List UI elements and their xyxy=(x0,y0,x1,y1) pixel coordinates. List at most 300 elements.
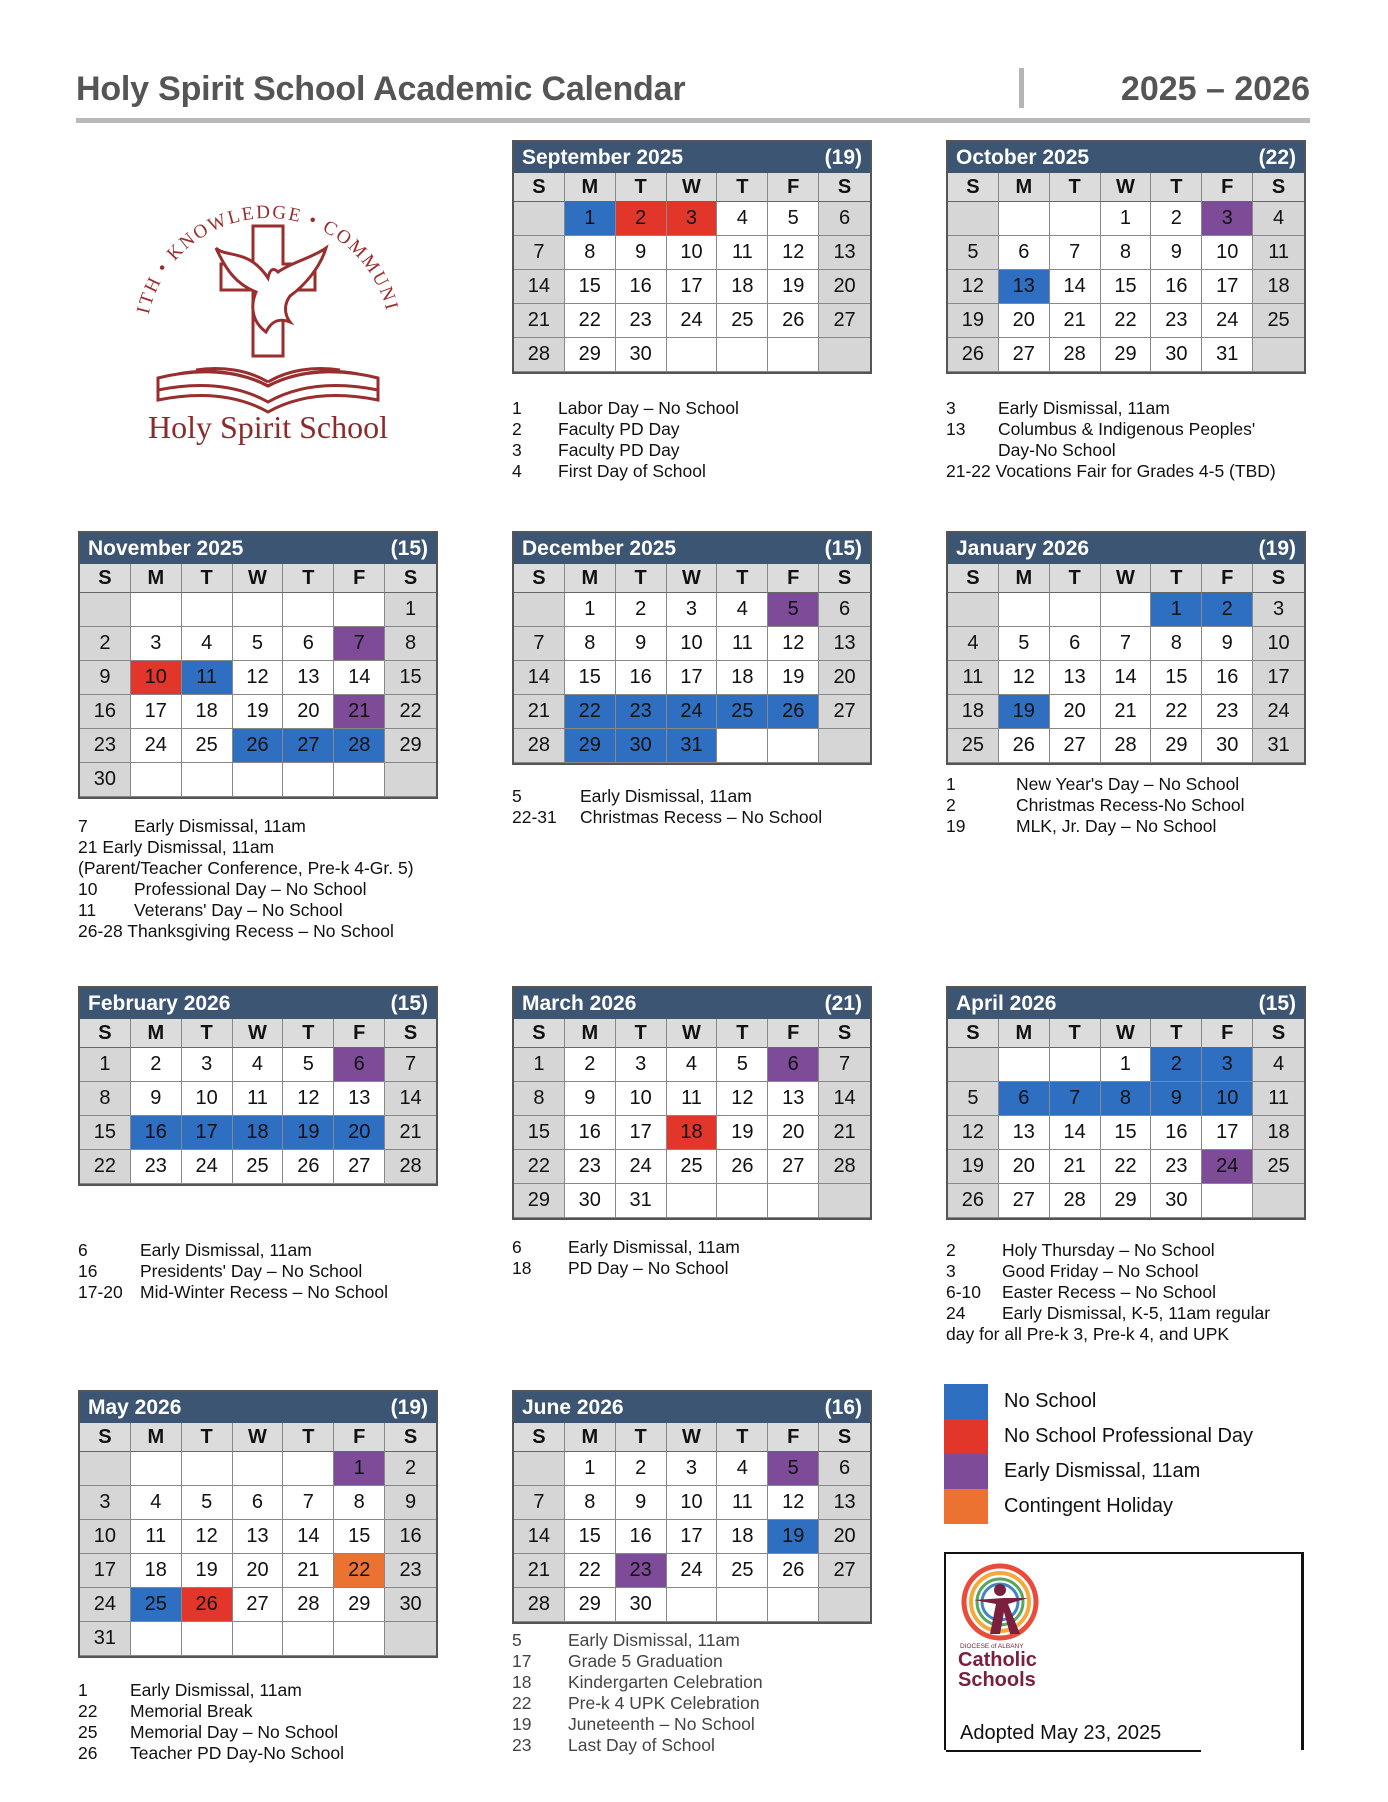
weekday-header: T xyxy=(1151,564,1202,593)
day-cell: 24 xyxy=(1202,1150,1253,1184)
note-row xyxy=(946,795,1245,816)
day-cell: 25 xyxy=(1253,304,1304,338)
legend xyxy=(944,1384,1253,1524)
day-cell xyxy=(948,1048,999,1082)
day-cell: 7 xyxy=(1050,236,1101,270)
day-cell: 7 xyxy=(334,627,385,661)
day-cell: 20 xyxy=(999,1150,1050,1184)
day-cell: 14 xyxy=(334,661,385,695)
day-cell: 12 xyxy=(233,661,284,695)
day-cell: 3 xyxy=(1202,202,1253,236)
weekday-header: T xyxy=(182,1019,233,1048)
school-crest-icon xyxy=(118,168,418,448)
day-cell: 1 xyxy=(565,202,616,236)
weekday-header: T xyxy=(1050,1019,1101,1048)
month-calendar xyxy=(946,140,1306,374)
diocese-label: DIOCESE of ALBANY xyxy=(960,1643,1024,1650)
day-cell xyxy=(717,729,768,763)
day-cell: 13 xyxy=(233,1520,284,1554)
note-text: Christmas Recess – No School xyxy=(580,807,823,827)
day-cell: 24 xyxy=(667,1554,718,1588)
day-cell: 5 xyxy=(182,1486,233,1520)
note-date: 2 xyxy=(512,419,522,439)
note-text: Presidents' Day – No School xyxy=(140,1261,363,1281)
day-cell: 2 xyxy=(385,1452,436,1486)
school-day-count: (15) xyxy=(1258,991,1296,1015)
day-cell: 24 xyxy=(1202,304,1253,338)
weekday-header: F xyxy=(1202,173,1253,202)
day-cell: 11 xyxy=(717,627,768,661)
weekday-header: W xyxy=(1101,1019,1152,1048)
day-cell: 26 xyxy=(182,1588,233,1622)
note-row xyxy=(946,1261,1270,1282)
note-row xyxy=(78,879,414,900)
weekday-header: T xyxy=(717,173,768,202)
weekday-header: W xyxy=(667,173,718,202)
note-text: Faculty PD Day xyxy=(558,440,680,460)
month-notes xyxy=(946,1240,1270,1345)
note-row xyxy=(512,786,822,807)
day-cell: 10 xyxy=(1253,627,1304,661)
note-row xyxy=(946,398,1276,419)
day-cell: 22 xyxy=(334,1554,385,1588)
day-cell xyxy=(768,1588,819,1622)
day-cell: 1 xyxy=(334,1452,385,1486)
day-cell: 2 xyxy=(616,202,667,236)
day-cell: 7 xyxy=(283,1486,334,1520)
day-cell: 24 xyxy=(182,1150,233,1184)
month-header xyxy=(948,533,1304,564)
day-cell xyxy=(1253,338,1304,372)
day-cell: 30 xyxy=(616,1588,667,1622)
day-cell: 10 xyxy=(667,236,718,270)
day-cell: 23 xyxy=(565,1150,616,1184)
day-cell: 11 xyxy=(667,1082,718,1116)
note-row xyxy=(512,461,739,482)
day-cell: 15 xyxy=(1151,661,1202,695)
day-cell: 17 xyxy=(1253,661,1304,695)
weekday-header: F xyxy=(768,564,819,593)
note-text: Columbus & Indigenous Peoples' xyxy=(998,419,1256,439)
day-cell: 20 xyxy=(334,1116,385,1150)
day-cell xyxy=(233,1622,284,1656)
note-date: 26-28 Thanksgiving Recess – No School xyxy=(78,921,394,941)
day-cell xyxy=(334,593,385,627)
note-date: 25 xyxy=(78,1722,98,1742)
legend-swatch xyxy=(944,1454,988,1489)
month-grid xyxy=(80,1019,436,1184)
day-cell: 18 xyxy=(717,661,768,695)
month-grid xyxy=(80,564,436,797)
schools-label: Schools xyxy=(958,1669,1036,1690)
weekday-header: T xyxy=(616,564,667,593)
weekday-header: M xyxy=(565,173,616,202)
day-cell: 23 xyxy=(616,304,667,338)
note-date: 23 xyxy=(512,1735,532,1755)
day-cell: 25 xyxy=(1253,1150,1304,1184)
note-row xyxy=(78,816,414,837)
day-cell: 11 xyxy=(948,661,999,695)
month-header xyxy=(514,533,870,564)
day-cell: 26 xyxy=(948,338,999,372)
weekday-header: M xyxy=(999,564,1050,593)
day-cell: 25 xyxy=(717,1554,768,1588)
day-cell: 4 xyxy=(1253,202,1304,236)
month-name: March 2026 xyxy=(522,991,637,1015)
day-cell: 4 xyxy=(717,593,768,627)
day-cell xyxy=(334,763,385,797)
weekday-header: S xyxy=(385,1019,436,1048)
day-cell: 13 xyxy=(999,270,1050,304)
day-cell: 30 xyxy=(616,729,667,763)
day-cell: 26 xyxy=(233,729,284,763)
weekday-header: T xyxy=(283,1423,334,1452)
month-grid xyxy=(514,564,870,763)
day-cell xyxy=(1050,1048,1101,1082)
day-cell: 6 xyxy=(819,593,870,627)
day-cell: 25 xyxy=(948,729,999,763)
day-cell: 1 xyxy=(80,1048,131,1082)
day-cell: 11 xyxy=(717,1486,768,1520)
note-text: Faculty PD Day xyxy=(558,419,680,439)
day-cell: 4 xyxy=(667,1048,718,1082)
weekday-header: T xyxy=(717,564,768,593)
month-calendar xyxy=(946,986,1306,1220)
day-cell: 28 xyxy=(819,1150,870,1184)
note-text: Kindergarten Celebration xyxy=(568,1672,763,1692)
day-cell: 21 xyxy=(1101,695,1152,729)
day-cell: 25 xyxy=(717,695,768,729)
weekday-header: S xyxy=(1253,173,1304,202)
month-header xyxy=(948,988,1304,1019)
day-cell: 24 xyxy=(1253,695,1304,729)
day-cell xyxy=(819,1184,870,1218)
day-cell: 21 xyxy=(1050,304,1101,338)
day-cell: 15 xyxy=(334,1520,385,1554)
day-cell: 5 xyxy=(283,1048,334,1082)
note-row xyxy=(946,816,1245,837)
day-cell: 1 xyxy=(1151,593,1202,627)
note-date: (Parent/Teacher Conference, Pre-k 4-Gr. 5) xyxy=(78,858,414,878)
legend-swatch xyxy=(944,1489,988,1524)
day-cell xyxy=(283,1452,334,1486)
note-date: day for all Pre-k 3, Pre-k 4, and UPK xyxy=(946,1324,1230,1344)
note-date: 4 xyxy=(512,461,522,481)
note-row xyxy=(78,837,414,858)
weekday-header: S xyxy=(385,1423,436,1452)
day-cell: 19 xyxy=(768,1520,819,1554)
day-cell: 17 xyxy=(182,1116,233,1150)
academic-year: 2025 – 2026 xyxy=(1120,70,1310,108)
day-cell: 12 xyxy=(283,1082,334,1116)
month-name: September 2025 xyxy=(522,145,684,169)
day-cell: 27 xyxy=(283,729,334,763)
legend-label: No School xyxy=(1004,1390,1097,1412)
day-cell: 25 xyxy=(233,1150,284,1184)
day-cell: 23 xyxy=(1202,695,1253,729)
day-cell: 5 xyxy=(768,593,819,627)
note-date: 13 xyxy=(946,419,966,439)
day-cell: 16 xyxy=(1151,1116,1202,1150)
weekday-header: W xyxy=(233,564,284,593)
weekday-header: S xyxy=(948,1019,999,1048)
day-cell: 29 xyxy=(514,1184,565,1218)
note-text: Easter Recess – No School xyxy=(1002,1282,1216,1302)
day-cell xyxy=(819,729,870,763)
weekday-header: T xyxy=(1151,173,1202,202)
day-cell xyxy=(717,1588,768,1622)
note-date: 6-10 xyxy=(946,1282,982,1302)
day-cell: 24 xyxy=(80,1588,131,1622)
day-cell: 27 xyxy=(334,1150,385,1184)
weekday-header: S xyxy=(819,1423,870,1452)
day-cell: 1 xyxy=(1101,1048,1152,1082)
note-text: Day-No School xyxy=(998,440,1116,460)
day-cell: 10 xyxy=(1202,236,1253,270)
month-calendar xyxy=(78,1390,438,1658)
note-row xyxy=(946,419,1276,440)
school-day-count: (22) xyxy=(1258,145,1296,169)
month-name: May 2026 xyxy=(88,1395,182,1419)
day-cell: 29 xyxy=(565,729,616,763)
month-grid xyxy=(80,1423,436,1656)
day-cell: 19 xyxy=(768,270,819,304)
month-grid xyxy=(514,173,870,372)
day-cell: 19 xyxy=(233,695,284,729)
day-cell: 9 xyxy=(616,627,667,661)
day-cell: 5 xyxy=(768,202,819,236)
day-cell: 28 xyxy=(334,729,385,763)
day-cell: 13 xyxy=(819,1486,870,1520)
note-date: 18 xyxy=(512,1258,532,1278)
day-cell: 19 xyxy=(717,1116,768,1150)
day-cell: 6 xyxy=(334,1048,385,1082)
note-text: Early Dismissal, K-5, 11am regular xyxy=(1002,1303,1271,1323)
note-text: Mid-Winter Recess – No School xyxy=(140,1282,388,1302)
day-cell xyxy=(819,338,870,372)
weekday-header: F xyxy=(768,1019,819,1048)
note-date: 22 xyxy=(78,1701,98,1721)
note-row xyxy=(946,774,1245,795)
day-cell: 28 xyxy=(283,1588,334,1622)
day-cell: 19 xyxy=(768,661,819,695)
day-cell: 1 xyxy=(565,1452,616,1486)
note-row xyxy=(512,1651,763,1672)
month-header xyxy=(80,533,436,564)
note-date: 17 xyxy=(512,1651,532,1671)
day-cell: 26 xyxy=(768,1554,819,1588)
legend-label: Early Dismissal, 11am xyxy=(1004,1460,1201,1482)
day-cell: 16 xyxy=(1151,270,1202,304)
day-cell: 18 xyxy=(667,1116,718,1150)
weekday-header: W xyxy=(233,1423,284,1452)
day-cell xyxy=(999,1048,1050,1082)
note-text: Memorial Day – No School xyxy=(130,1722,339,1742)
day-cell: 15 xyxy=(385,661,436,695)
day-cell: 11 xyxy=(233,1082,284,1116)
day-cell: 14 xyxy=(385,1082,436,1116)
header-divider xyxy=(1019,68,1024,108)
school-day-count: (19) xyxy=(1258,536,1296,560)
logo-school-name: Holy Spirit School xyxy=(147,409,389,445)
legend-swatch xyxy=(944,1419,988,1454)
day-cell: 21 xyxy=(283,1554,334,1588)
day-cell: 21 xyxy=(819,1116,870,1150)
month-notes xyxy=(946,398,1276,482)
note-date: 22-31 xyxy=(512,807,557,827)
day-cell: 8 xyxy=(514,1082,565,1116)
day-cell: 21 xyxy=(1050,1150,1101,1184)
day-cell: 26 xyxy=(283,1150,334,1184)
weekday-header: S xyxy=(1253,1019,1304,1048)
day-cell: 16 xyxy=(565,1116,616,1150)
note-date: 5 xyxy=(512,786,522,806)
day-cell: 26 xyxy=(768,304,819,338)
month-name: April 2026 xyxy=(956,991,1057,1015)
weekday-header: F xyxy=(768,1423,819,1452)
month-notes xyxy=(78,1240,388,1303)
day-cell: 5 xyxy=(999,627,1050,661)
month-name: June 2026 xyxy=(522,1395,624,1419)
day-cell: 3 xyxy=(182,1048,233,1082)
note-row xyxy=(946,1240,1270,1261)
day-cell: 22 xyxy=(385,695,436,729)
month-grid xyxy=(948,564,1304,763)
day-cell: 2 xyxy=(565,1048,616,1082)
day-cell: 14 xyxy=(819,1082,870,1116)
note-date: 6 xyxy=(78,1240,88,1260)
note-date: 3 xyxy=(512,440,522,460)
note-row xyxy=(512,1258,740,1279)
day-cell: 13 xyxy=(768,1082,819,1116)
day-cell: 29 xyxy=(1151,729,1202,763)
day-cell: 16 xyxy=(385,1520,436,1554)
day-cell: 27 xyxy=(999,1184,1050,1218)
weekday-header: T xyxy=(182,1423,233,1452)
day-cell: 30 xyxy=(80,763,131,797)
note-row xyxy=(946,440,1276,461)
weekday-header: F xyxy=(334,1423,385,1452)
day-cell: 15 xyxy=(80,1116,131,1150)
day-cell: 18 xyxy=(182,695,233,729)
day-cell: 10 xyxy=(1202,1082,1253,1116)
day-cell: 30 xyxy=(1151,1184,1202,1218)
day-cell: 27 xyxy=(768,1150,819,1184)
note-date: 6 xyxy=(512,1237,522,1257)
day-cell: 13 xyxy=(334,1082,385,1116)
note-text: Early Dismissal, 11am xyxy=(580,786,752,806)
note-row xyxy=(78,1722,344,1743)
page-title: Holy Spirit School Academic Calendar xyxy=(76,70,686,108)
day-cell: 14 xyxy=(1050,270,1101,304)
weekday-header: W xyxy=(667,564,718,593)
day-cell: 17 xyxy=(616,1116,667,1150)
day-cell: 23 xyxy=(80,729,131,763)
month-header xyxy=(80,1392,436,1423)
day-cell: 27 xyxy=(819,695,870,729)
weekday-header: M xyxy=(565,564,616,593)
note-date: 26 xyxy=(78,1743,98,1763)
day-cell: 15 xyxy=(514,1116,565,1150)
day-cell: 23 xyxy=(385,1554,436,1588)
month-header xyxy=(80,988,436,1019)
day-cell xyxy=(283,763,334,797)
school-day-count: (16) xyxy=(824,1395,862,1419)
note-row xyxy=(946,1324,1270,1345)
note-row xyxy=(512,807,822,828)
day-cell: 10 xyxy=(131,661,182,695)
month-calendar xyxy=(946,531,1306,765)
note-text: Early Dismissal, 11am xyxy=(568,1630,740,1650)
day-cell: 2 xyxy=(616,1452,667,1486)
day-cell: 17 xyxy=(1202,1116,1253,1150)
day-cell: 9 xyxy=(131,1082,182,1116)
day-cell xyxy=(182,1452,233,1486)
note-date: 17-20 xyxy=(78,1282,123,1302)
day-cell: 17 xyxy=(667,270,718,304)
day-cell xyxy=(1050,202,1101,236)
day-cell xyxy=(80,1452,131,1486)
note-text: Early Dismissal, 11am xyxy=(130,1680,302,1700)
day-cell: 16 xyxy=(616,270,667,304)
day-cell: 5 xyxy=(233,627,284,661)
day-cell: 14 xyxy=(283,1520,334,1554)
note-text: Teacher PD Day-No School xyxy=(130,1743,344,1763)
weekday-header: M xyxy=(565,1019,616,1048)
day-cell: 26 xyxy=(999,729,1050,763)
note-text: New Year's Day – No School xyxy=(1016,774,1240,794)
weekday-header: T xyxy=(182,564,233,593)
note-row xyxy=(512,398,739,419)
day-cell: 27 xyxy=(1050,729,1101,763)
day-cell: 27 xyxy=(233,1588,284,1622)
day-cell xyxy=(819,1588,870,1622)
day-cell: 7 xyxy=(514,1486,565,1520)
note-text: Good Friday – No School xyxy=(1002,1261,1199,1281)
weekday-header: S xyxy=(385,564,436,593)
weekday-header: S xyxy=(514,1019,565,1048)
day-cell xyxy=(233,763,284,797)
note-text: First Day of School xyxy=(558,461,706,481)
note-row xyxy=(946,1303,1270,1324)
note-row xyxy=(78,1701,344,1722)
day-cell xyxy=(385,763,436,797)
month-header xyxy=(514,1392,870,1423)
day-cell: 8 xyxy=(1101,1082,1152,1116)
month-header xyxy=(514,988,870,1019)
month-notes xyxy=(512,786,822,828)
school-day-count: (15) xyxy=(390,991,428,1015)
month-notes xyxy=(78,1680,344,1764)
day-cell: 8 xyxy=(1101,236,1152,270)
day-cell: 8 xyxy=(565,627,616,661)
day-cell: 29 xyxy=(385,729,436,763)
day-cell: 10 xyxy=(182,1082,233,1116)
note-row xyxy=(78,1743,344,1764)
weekday-header: S xyxy=(80,564,131,593)
day-cell: 7 xyxy=(1101,627,1152,661)
weekday-header: W xyxy=(667,1423,718,1452)
weekday-header: T xyxy=(616,1423,667,1452)
day-cell: 18 xyxy=(233,1116,284,1150)
school-logo xyxy=(118,168,418,448)
day-cell: 20 xyxy=(999,304,1050,338)
note-text: Early Dismissal, 11am xyxy=(134,816,306,836)
day-cell: 9 xyxy=(385,1486,436,1520)
day-cell: 16 xyxy=(1202,661,1253,695)
month-name: February 2026 xyxy=(88,991,231,1015)
day-cell: 16 xyxy=(616,1520,667,1554)
